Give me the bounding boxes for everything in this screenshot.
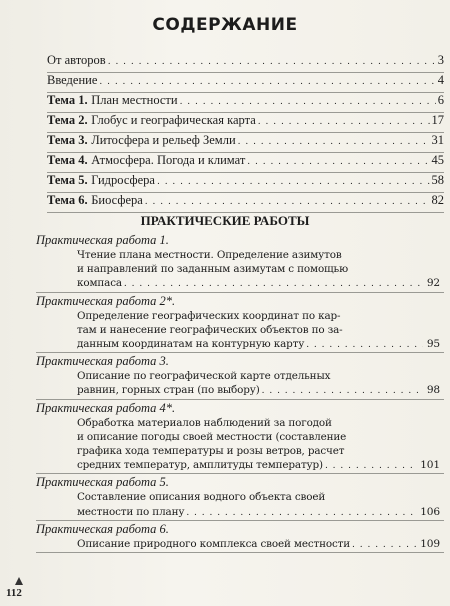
practical-work-heading: Практическая работа 3. [36,354,169,369]
toc-list [47,53,444,213]
toc-theme-number: Тема 3. [47,133,88,147]
description-line: и описание погоды своей местности (составление [77,430,347,443]
toc-leader-dots [306,337,423,352]
toc-leader-dots [186,505,416,520]
toc-leader-dots [262,383,423,398]
toc-label: Литосфера и рельеф Земли [91,133,236,147]
toc-theme-number: Тема 1. [47,93,88,107]
practical-work-heading: Практическая работа 4*. [36,400,176,415]
toc-page-number: 45 [431,153,444,167]
description-last-line [77,337,440,352]
practical-work-item [36,232,444,293]
toc-label: Гидросфера [91,173,155,187]
description-last-line [77,383,440,398]
toc-label: Глобус и географическая карта [91,113,256,127]
practical-work-page-number: 98 [426,384,440,397]
description-line: Обработка материалов наблюдений за погодой [77,416,332,429]
toc-leader-dots [145,193,430,207]
description-last-line [77,276,440,291]
toc-theme-number: Тема 5. [47,173,88,187]
toc-label: Атмосфера. Погода и климат [91,153,246,167]
description-line: средних температур, амплитуды температур) [77,459,323,472]
toc-page-number: 82 [431,193,444,207]
description-line: компаса [77,277,122,290]
description-line: Составление описания водного объекта своей [77,491,326,504]
practical-work-page-number: 109 [420,537,440,550]
practical-work-page-number: 101 [420,459,440,472]
description-last-line [77,537,440,552]
practical-work-heading: Практическая работа 6. [36,521,169,536]
toc-leader-dots [157,173,430,187]
toc-leader-dots [258,113,430,127]
practical-work-item [36,353,444,399]
toc-leader-dots [325,458,416,473]
toc-row [47,113,444,133]
description-line: там и нанесение географических объектов по за- [77,323,343,336]
practical-work-page-number: 92 [426,277,440,290]
toc-leader-dots [99,73,435,87]
practical-work-heading: Практическая работа 1. [36,233,169,247]
page-title: СОДЕРЖАНИЕ [152,15,298,35]
toc-page-number: 6 [437,93,444,107]
toc-label: План местности [91,93,178,107]
description-line: Чтение плана местности. Определение азимутов [77,249,342,261]
toc-page-number: 31 [431,133,444,147]
practical-work-heading: Практическая работа 2*. [36,293,176,308]
toc-row [47,73,444,93]
description-line: данным координатам на контурную карту [77,338,305,351]
toc-row [47,93,444,113]
toc-theme-number: Тема 6. [47,193,88,207]
toc-leader-dots [238,133,430,147]
page-number: 112 [6,587,22,599]
description-line: Описание по географической карте отдельных [77,370,331,383]
toc-label: От авторов [47,53,106,67]
practical-work-description [36,490,444,519]
practical-work-item [36,400,444,475]
toc-row [47,153,444,173]
description-line: графика хода температуры и розы ветров, расчет [77,445,345,458]
practical-work-item [36,293,444,354]
practical-work-page-number: 95 [426,338,440,351]
page-corner-icon [14,576,24,586]
toc-leader-dots [352,537,416,552]
toc-row [47,53,444,73]
description-line: и направлений по заданным азимутам с помощью [77,263,348,276]
description-last-line [77,505,440,520]
practical-works-list [36,232,444,553]
toc-page-number: 4 [437,73,444,87]
description-line: Описание природного комплекса своей местности [77,537,351,550]
practical-work-description [36,369,444,398]
description-last-line [77,458,440,473]
toc-page-number: 17 [431,113,444,127]
practical-work-description [36,309,444,353]
toc-leader-dots [108,53,436,67]
toc-theme-number: Тема 4. [47,153,88,167]
toc-leader-dots [180,93,436,107]
description-line: Определение географических координат по кар- [77,309,341,322]
practical-work-item [36,474,444,520]
practical-work-description [36,416,444,474]
toc-row [47,193,444,213]
toc-row [47,173,444,193]
toc-label: Введение [47,73,98,87]
toc-leader-dots [124,276,423,291]
toc-label: Биосфера [91,193,143,207]
description-line: местности по плану [77,505,185,518]
toc-row [47,133,444,153]
practical-work-heading: Практическая работа 5. [36,475,169,490]
toc-page-number: 58 [431,173,444,187]
description-line: равнин, горных стран (по выбору) [77,384,260,397]
practical-work-description [36,537,444,552]
toc-theme-number: Тема 2. [47,113,88,127]
practical-work-page-number: 106 [420,505,440,518]
practical-work-item [36,521,444,553]
practical-works-title: ПРАКТИЧЕСКИЕ РАБОТЫ [140,213,310,228]
toc-page-number: 3 [437,53,444,67]
toc-leader-dots [247,153,429,167]
practical-work-description [36,248,444,292]
